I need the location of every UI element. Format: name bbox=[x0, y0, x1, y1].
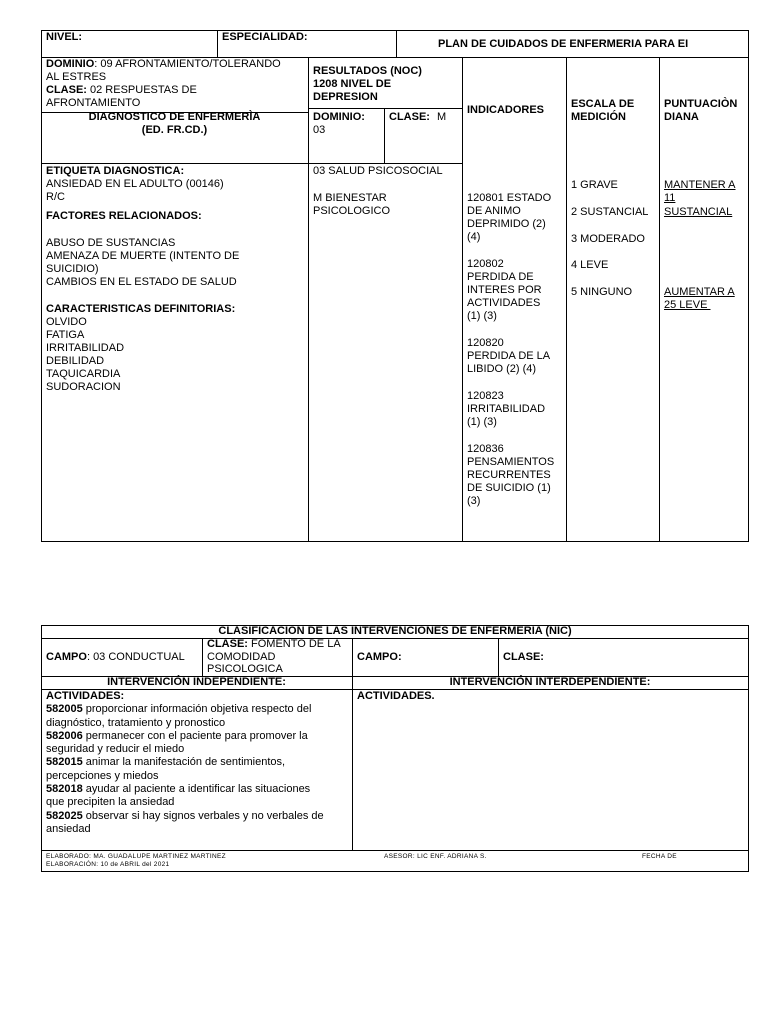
caracteristica-item: TAQUICARDIA bbox=[46, 368, 121, 380]
escala-item: 4 LEVE bbox=[571, 259, 609, 271]
dominio-label: DOMINIO bbox=[46, 58, 95, 70]
rc-text: R/C bbox=[46, 191, 65, 203]
clase-label: CLASE: bbox=[46, 84, 87, 96]
escala-item: 3 MODERADO bbox=[571, 233, 645, 245]
indicadores-header: INDICADORES bbox=[467, 104, 545, 116]
actividad-text: proporcionar información objetiva respecto del bbox=[82, 703, 312, 716]
escala-item: 5 NINGUNO bbox=[571, 286, 633, 298]
diagnostico-subheader: (ED. FR.CD.) bbox=[141, 124, 208, 136]
indicador-line: IRRITABILIDAD bbox=[467, 403, 546, 415]
actividades2-label: ACTIVIDADES. bbox=[357, 690, 435, 702]
noc-dominio-text: 03 SALUD PSICOSOCIAL bbox=[313, 165, 443, 177]
etiqueta-label: ETIQUETA DIAGNOSTICA: bbox=[46, 165, 185, 177]
factor-item: ABUSO DE SUSTANCIAS bbox=[46, 237, 176, 249]
actividad-text: permanecer con el paciente para promover la bbox=[82, 729, 308, 742]
escala-item: 2 SUSTANCIAL bbox=[571, 206, 649, 218]
actividad-item bbox=[46, 730, 324, 743]
nic-campo2-label: CAMPO: bbox=[357, 651, 402, 663]
indicador-line: 120802 bbox=[467, 258, 504, 270]
indicador-line: ACTIVIDADES bbox=[467, 297, 541, 309]
caracteristica-item: SUDORACION bbox=[46, 381, 121, 393]
caracteristica-item: FATIGA bbox=[46, 329, 85, 341]
factor-item: CAMBIOS EN EL ESTADO DE SALUD bbox=[46, 276, 237, 288]
actividades-list bbox=[46, 690, 324, 836]
actividad-code: 582018 bbox=[46, 783, 83, 796]
clase-field bbox=[46, 84, 197, 97]
indicadores-list bbox=[467, 192, 554, 508]
especialidad-label: ESPECIALIDAD: bbox=[222, 31, 308, 43]
indicador-line: (3) bbox=[467, 495, 481, 507]
actividad-text: observar si hay signos verbales y no verbales de bbox=[82, 809, 324, 822]
caracteristica-item: OLVIDO bbox=[46, 316, 87, 328]
interdependiente-header: INTERVENCIÓN INTERDEPENDIENTE: bbox=[449, 676, 651, 688]
indicador-line: RECURRENTES bbox=[467, 469, 551, 481]
noc-dominio-value: 03 bbox=[313, 124, 326, 136]
indicador-line: (1) (3) bbox=[467, 416, 497, 428]
resultados-name: DEPRESION bbox=[313, 91, 378, 103]
actividad-item bbox=[46, 703, 324, 716]
actividad-item bbox=[46, 810, 324, 823]
actividad-code: 582015 bbox=[46, 756, 83, 769]
dominio-value-line2: AL ESTRES bbox=[46, 71, 107, 83]
nic-clase-value-line2: COMODIDAD bbox=[207, 651, 276, 663]
indicador-line: LIBIDO (2) (4) bbox=[467, 363, 537, 375]
nic-clase-label: CLASE: bbox=[207, 638, 248, 650]
factores-label: FACTORES RELACIONADOS: bbox=[46, 210, 202, 222]
mantener-value: 11 bbox=[664, 192, 676, 204]
actividad-text-line2: diagnóstico, tratamiento y pronostico bbox=[46, 716, 226, 729]
diagnostico-header: DIAGNOSTICO DE ENFERMERÌA bbox=[88, 111, 261, 123]
indicador-line: DE ANIMO bbox=[467, 205, 521, 217]
escala-header: ESCALA DE bbox=[571, 98, 635, 110]
indicador-line: (1) (3) bbox=[467, 310, 497, 322]
indicador-line: DEPRIMIDO (2) bbox=[467, 218, 546, 230]
clase-value-line2: AFRONTAMIENTO bbox=[46, 97, 141, 109]
actividad-text: ayudar al paciente a identificar las situaciones bbox=[82, 783, 311, 796]
nic-clase-field bbox=[207, 638, 341, 650]
indicador-line: PENSAMIENTOS bbox=[467, 456, 555, 468]
resultados-header: RESULTADOS (NOC) bbox=[313, 65, 422, 77]
actividad-text-line2: seguridad y reducir el miedo bbox=[46, 743, 185, 756]
noc-clase-text-line2: PSICOLOGICO bbox=[313, 205, 391, 217]
clase-value: 02 RESPUESTAS DE bbox=[86, 84, 197, 96]
indicador-line: 120820 bbox=[467, 337, 504, 349]
actividad-code: 582025 bbox=[46, 809, 83, 822]
mantener-level: SUSTANCIAL bbox=[664, 206, 733, 218]
noc-clase-text: M BIENESTAR bbox=[313, 192, 387, 204]
actividad-item bbox=[46, 756, 324, 769]
escala-item: 1 GRAVE bbox=[571, 179, 618, 191]
puntuacion-header-line2: DIANA bbox=[664, 111, 699, 123]
nic-clase-value-line3: PSICOLOGICA bbox=[207, 663, 283, 675]
escala-header-line2: MEDICIÓN bbox=[571, 111, 626, 123]
noc-clase-value: M bbox=[437, 111, 447, 123]
indicador-line: PERDIDA DE LA bbox=[467, 350, 551, 362]
indicador-line: 120836 bbox=[467, 443, 504, 455]
etiqueta-value: ANSIEDAD EN EL ADULTO (00146) bbox=[46, 178, 224, 190]
indicador-line: DE SUICIDIO (1) bbox=[467, 482, 551, 494]
actividad-code: 582006 bbox=[46, 729, 83, 742]
factor-item: AMENAZA DE MUERTE (INTENTO DE bbox=[46, 250, 240, 262]
mantener-text: MANTENER A bbox=[664, 179, 736, 191]
nic-title: CLASIFICACION DE LAS INTERVENCIONES DE ENFERMERIA (NIC) bbox=[218, 625, 572, 637]
actividad-item bbox=[46, 783, 324, 796]
elaboracion-date: ELABORACIÓN: 10 de ABRIL del 2021 bbox=[46, 861, 170, 868]
nic-clase-value: FOMENTO DE LA bbox=[247, 638, 341, 650]
puntuacion-header: PUNTUACIÒN bbox=[664, 98, 738, 110]
noc-dominio-label: DOMINIO: bbox=[313, 111, 365, 123]
aumentar-value: 25 LEVE bbox=[664, 299, 711, 311]
asesor-text: ASESOR: LIC ENF. ADRIANA S. bbox=[384, 853, 487, 860]
indicador-line: 120823 bbox=[467, 390, 504, 402]
resultados-code: 1208 NIVEL DE bbox=[313, 78, 392, 90]
indicador-line: 120801 ESTADO bbox=[467, 192, 552, 204]
actividad-text-line2: percepciones y miedos bbox=[46, 769, 159, 782]
noc-clase-label: CLASE: bbox=[389, 111, 430, 123]
dominio-field bbox=[46, 58, 281, 71]
indicador-line: (4) bbox=[467, 231, 481, 243]
actividad-text: animar la manifestación de sentimientos, bbox=[82, 756, 286, 769]
caracteristica-item: DEBILIDAD bbox=[46, 355, 105, 367]
elaborado-text: ELABORADO: MA. GUADALUPE MARTINEZ MARTINEZ bbox=[46, 853, 226, 860]
diagnosis-body bbox=[46, 165, 239, 394]
caracteristicas-label: CARACTERISTICAS DEFINITORIAS: bbox=[46, 303, 236, 315]
independiente-header: INTERVENCIÓN INDEPENDIENTE: bbox=[107, 676, 286, 688]
fecha-label: FECHA DE bbox=[642, 853, 677, 860]
caracteristica-item: IRRITABILIDAD bbox=[46, 342, 125, 354]
nic-clase2-label: CLASE: bbox=[503, 651, 544, 663]
aumentar-text: AUMENTAR A bbox=[664, 286, 735, 298]
factor-item: SUICIDIO) bbox=[46, 263, 99, 275]
actividades-label: ACTIVIDADES: bbox=[46, 690, 125, 702]
actividad-text-line2: que precipiten la ansiedad bbox=[46, 796, 175, 809]
indicador-line: PERDIDA DE bbox=[467, 271, 534, 283]
actividad-code: 582005 bbox=[46, 703, 83, 716]
nic-campo-label: CAMPO bbox=[46, 651, 87, 663]
nivel-label: NIVEL: bbox=[46, 31, 83, 43]
nic-campo-value: : 03 CONDUCTUAL bbox=[86, 651, 185, 663]
indicador-line: INTERES POR bbox=[467, 284, 542, 296]
actividad-text-line2: ansiedad bbox=[46, 822, 91, 835]
plan-title: PLAN DE CUIDADOS DE ENFERMERIA PARA EI bbox=[438, 38, 689, 50]
nic-campo-field bbox=[46, 651, 185, 664]
dominio-value: : 09 AFRONTAMIENTO/TOLERANDO bbox=[94, 58, 281, 70]
